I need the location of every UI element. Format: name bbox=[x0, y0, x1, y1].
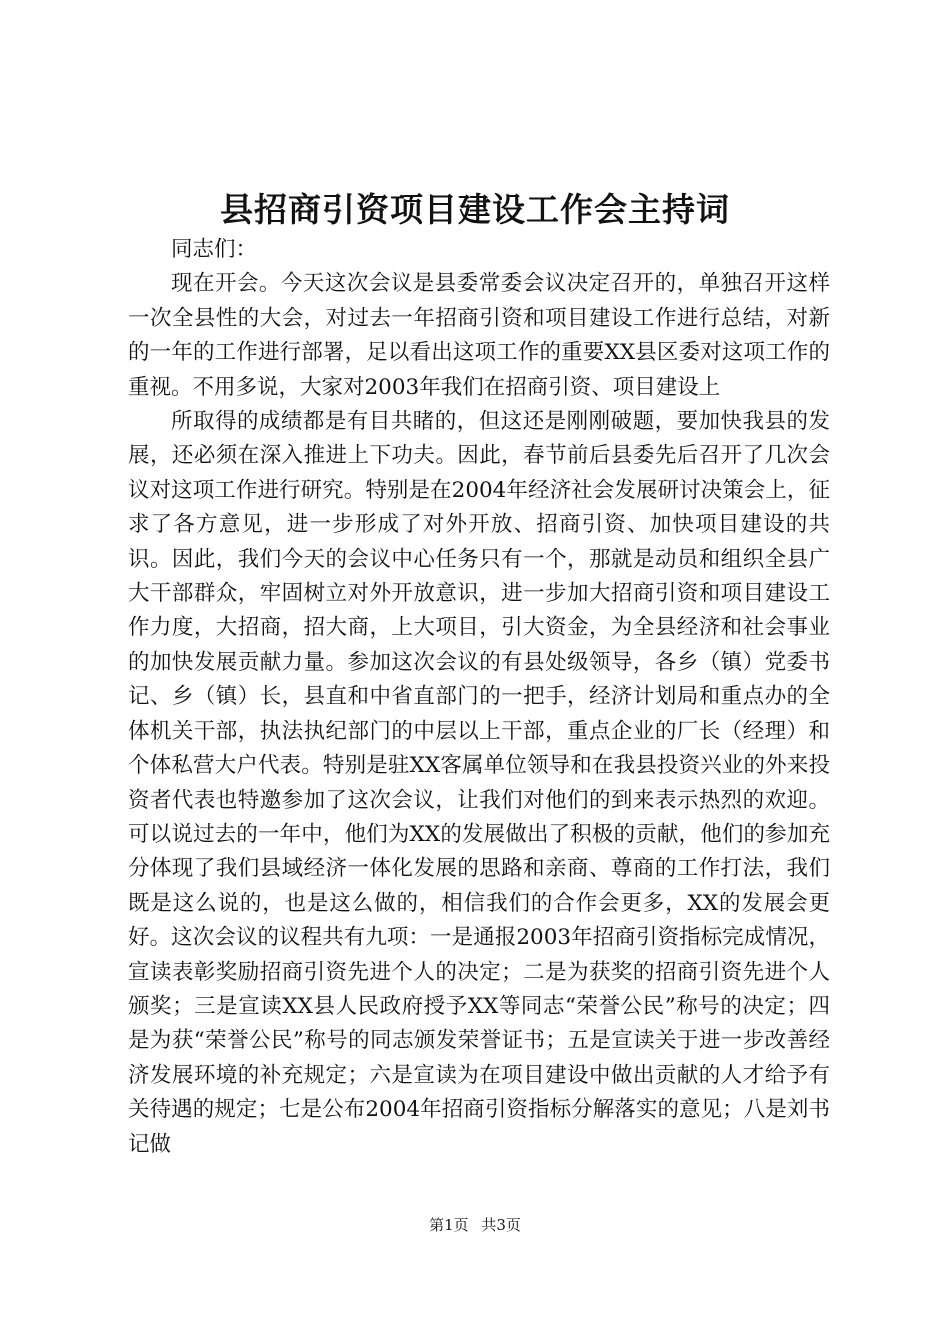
paragraph-2: 所取得的成绩都是有目共睹的，但这还是刚刚破题，要加快我县的发展，还必须在深入推进上下功夫。因此，春节前后县委先后召开了几次会议对这项工作进行研究。特别是在2004年经济社会发展研讨决策会上，征求了各方意见，进一步形成了对外开放、招商引资、加快项目建设的共识。因此，我们今天的会议中心任务只有一个，那就是动员和组织全县广大干部群众，牢固树立对外开放意识，进一步加大招商引资和项目建设工作力度，大招商，招大商，上大项目，引大资金，为全县经济和社会事业的加快发展贡献力量。参加这次会议的有县处级领导，各乡（镇）党委书记、乡（镇）长，县直和中省直部门的一把手，经济计划局和重点办的全体机关干部，执法执纪部门的中层以上干部，重点企业的厂长（经理）和个体私营大户代表。特别是驻XX客属单位领导和在我县投资兴业的外来投资者代表也特邀参加了这次会议，让我们对他们的到来表示热烈的欢迎。可以说过去的一年中，他们为XX的发展做出了积极的贡献，他们的参加充分体现了我们县域经济一体化发展的思路和亲商、尊商的工作打法，我们既是这么说的，也是这么做的，相信我们的合作会更多，XX的发展会更好。这次会议的议程共有九项：一是通报2003年招商引资指标完成情况，宣读表彰奖励招商引资先进个人的决定；二是为获奖的招商引资先进个人颁奖；三是宣读XX县人民政府授予XX等同志“荣誉公民”称号的决定；四是为获“荣誉公民”称号的同志颁发荣誉证书；五是宣读关于进一步改善经济发展环境的补充规定；六是宣读为在项目建设中做出贡献的人才给予有关待遇的规定；七是公布2004年招商引资指标分解落实的意见；八是刘书记做 bbox=[128, 409, 830, 1157]
page-number: 第1页 bbox=[429, 1216, 469, 1234]
paragraph-1: 现在开会。今天这次会议是县委常委会议决定召开的，单独召开这样一次全县性的大会，对过去一年招商引资和项目建设工作进行总结，对新的一年的工作进行部署，足以看出这项工作的重要XX县区委对这项工作的重视。不用多说，大家对2003年我们在招商引资、项目建设上 bbox=[128, 271, 830, 400]
page-footer bbox=[0, 1213, 950, 1237]
document-title: 县招商引资项目建设工作会主持词 bbox=[220, 190, 730, 229]
page-total: 共3页 bbox=[481, 1216, 521, 1234]
salutation: 同志们： bbox=[171, 237, 258, 262]
document-body bbox=[128, 233, 830, 1162]
